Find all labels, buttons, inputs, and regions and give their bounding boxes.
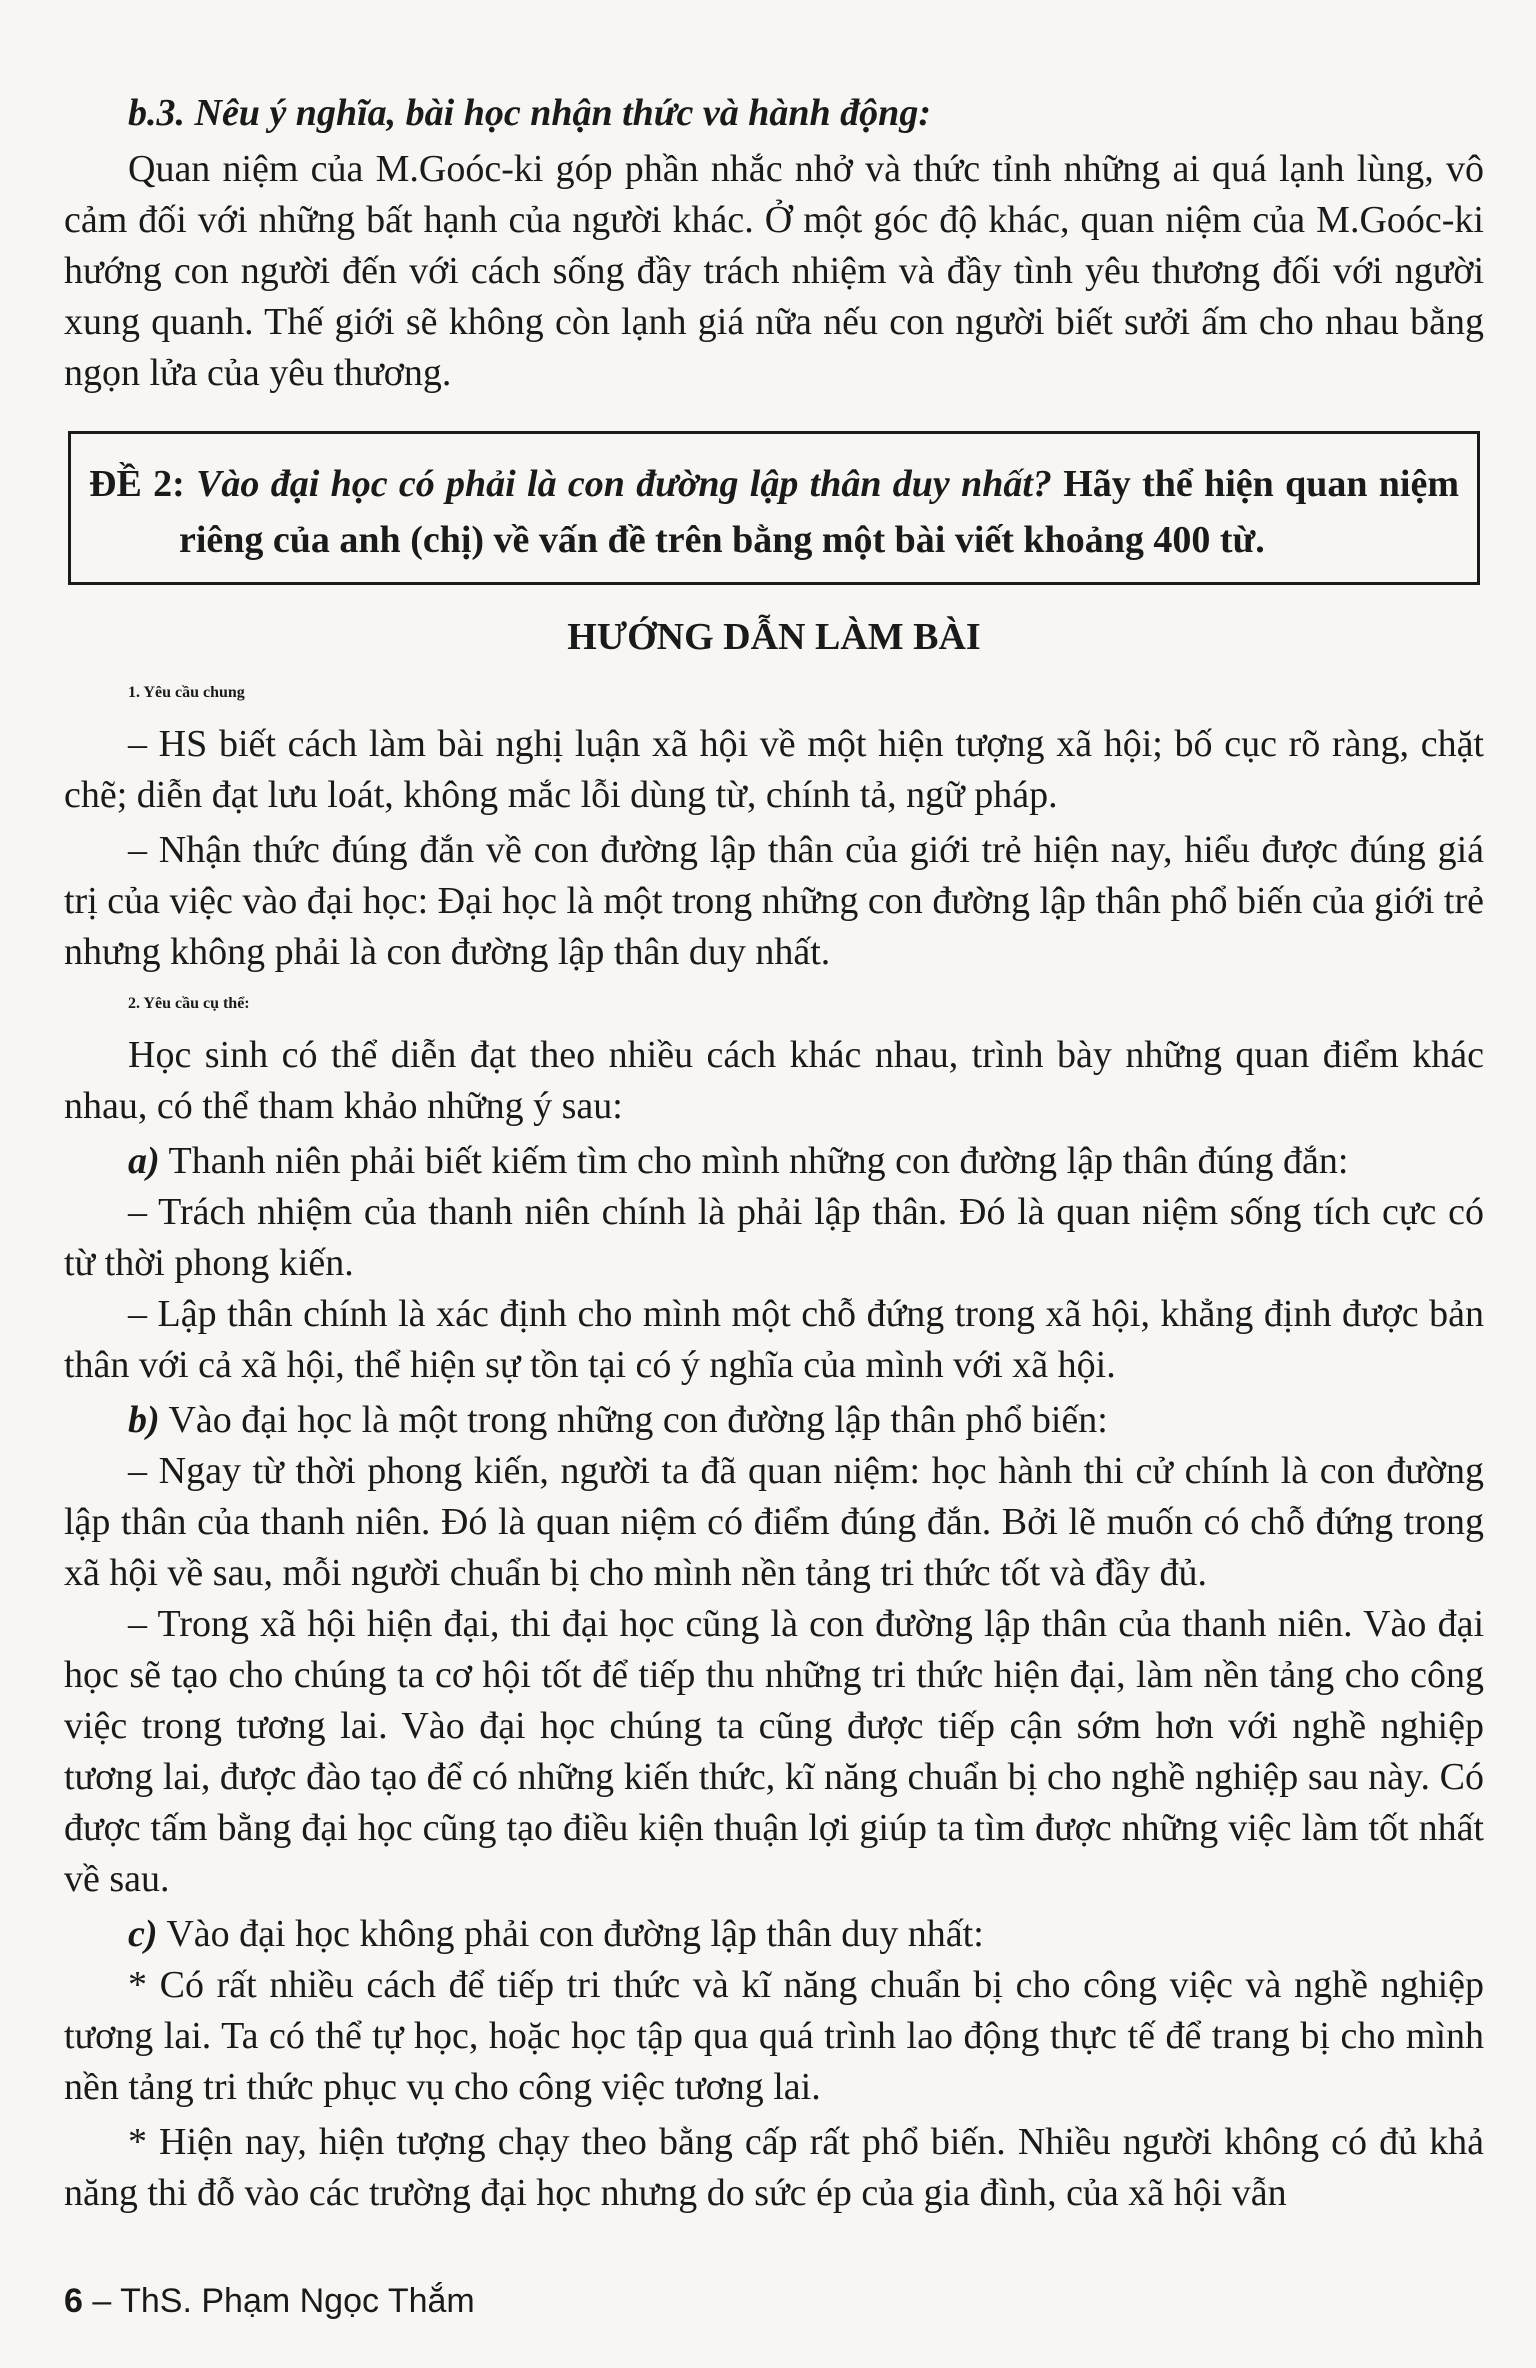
- point-b-label: b): [128, 1399, 160, 1441]
- point-a-item-2: – Lập thân chính là xác định cho mình một chỗ đứng trong xã hội, khẳng định được bản thân với cả xã hội, thể hiện sự tồn tại có ý nghĩa của mình với xã hội.: [64, 1293, 1484, 1386]
- page-footer: [64, 2282, 475, 2321]
- task-label: ĐỀ 2:: [89, 463, 185, 505]
- point-c-item-2: * Hiện nay, hiện tượng chạy theo bằng cấp rất phổ biến. Nhiều người không có đủ khả năng thi đỗ vào các trường đại học nhưng do sức ép của gia đình, của xã hội vẫn: [64, 2121, 1484, 2214]
- general-item-2: – Nhận thức đúng đắn về con đường lập thân của giới trẻ hiện nay, hiểu được đúng giá trị của việc vào đại học: Đại học là một trong những con đường lập thân phổ biến của giới trẻ nhưng không phải là con đường lập thân duy nhất.: [64, 829, 1484, 973]
- point-a-item-1: – Trách nhiệm của thanh niên chính là phải lập thân. Đó là quan niệm sống tích cực có từ thời phong kiến.: [64, 1191, 1484, 1284]
- page-content: [64, 88, 1484, 2219]
- section-b3-heading: b.3. Nêu ý nghĩa, bài học nhận thức và hành động:: [128, 92, 931, 134]
- point-c-text: Vào đại học không phải con đường lập thân duy nhất:: [166, 1913, 984, 1955]
- point-c-item-1: * Có rất nhiều cách để tiếp tri thức và kĩ năng chuẩn bị cho công việc và nghề nghiệp tương lai. Ta có thể tự học, hoặc học tập qua quá trình lao động thực tế để trang bị cho mình nền tảng tri thức phục vụ cho công việc tương lai.: [64, 1964, 1484, 2108]
- general-heading: 1. Yêu cầu chung: [128, 684, 245, 701]
- point-a-text: Thanh niên phải biết kiếm tìm cho mình những con đường lập thân đúng đắn:: [168, 1140, 1349, 1182]
- point-a: [64, 1136, 1484, 1187]
- point-a-label: a): [128, 1140, 160, 1182]
- task-instruction: Hãy thể hiện quan niệm riêng của anh (chị) về vấn đề trên bằng một bài viết khoảng 400 từ.: [179, 463, 1459, 561]
- task-text: [89, 456, 1459, 568]
- point-b-item-1: – Ngay từ thời phong kiến, người ta đã quan niệm: học hành thi cử chính là con đường lập thân của thanh niên. Đó là quan niệm có điểm đúng đắn. Bởi lẽ muốn có chỗ đứng trong xã hội về sau, mỗi người chuẩn bị cho mình nền tảng tri thức tốt và đầy đủ.: [64, 1450, 1484, 1594]
- specific-heading: 2. Yêu cầu cụ thể:: [128, 995, 250, 1012]
- point-b-item-2: – Trong xã hội hiện đại, thi đại học cũng là con đường lập thân của thanh niên. Vào đại học sẽ tạo cho chúng ta cơ hội tốt để tiếp thu những tri thức hiện đại, làm nền tảng cho công việc trong tương lai. Vào đại học chúng ta cũng được tiếp cận sớm hơn với nghề nghiệp tương lai, được đào tạo để có những kiến thức, kĩ năng chuẩn bị cho nghề nghiệp sau này. Có được tấm bằng đại học cũng tạo điều kiện thuận lợi giúp ta tìm được những việc làm tốt nhất về sau.: [64, 1603, 1484, 1900]
- point-c: [64, 1909, 1484, 1960]
- task-question: Vào đại học có phải là con đường lập thân duy nhất?: [196, 463, 1052, 505]
- footer-author: – ThS. Phạm Ngọc Thắm: [92, 2282, 475, 2320]
- specific-intro: Học sinh có thể diễn đạt theo nhiều cách khác nhau, trình bày những quan điểm khác nhau, có thể tham khảo những ý sau:: [64, 1034, 1484, 1127]
- guide-title: HƯỚNG DẪN LÀM BÀI: [567, 616, 981, 658]
- task-box: [68, 431, 1480, 585]
- general-item-1: – HS biết cách làm bài nghị luận xã hội về một hiện tượng xã hội; bố cục rõ ràng, chặt chẽ; diễn đạt lưu loát, không mắc lỗi dùng từ, chính tả, ngữ pháp.: [64, 723, 1484, 816]
- point-b-text: Vào đại học là một trong những con đường lập thân phổ biến:: [168, 1399, 1108, 1441]
- section-b3-paragraph: Quan niệm của M.Goóc-ki góp phần nhắc nhở và thức tỉnh những ai quá lạnh lùng, vô cảm đối với những bất hạnh của người khác. Ở một góc độ khác, quan niệm của M.Goóc-ki hướng con người đến với cách sống đầy trách nhiệm và đầy tình yêu thương đối với người xung quanh. Thế giới sẽ không còn lạnh giá nữa nếu con người biết sưởi ấm cho nhau bằng ngọn lửa của yêu thương.: [64, 148, 1484, 394]
- page-number: 6: [64, 2282, 83, 2320]
- point-b: [64, 1395, 1484, 1446]
- point-c-label: c): [128, 1913, 158, 1955]
